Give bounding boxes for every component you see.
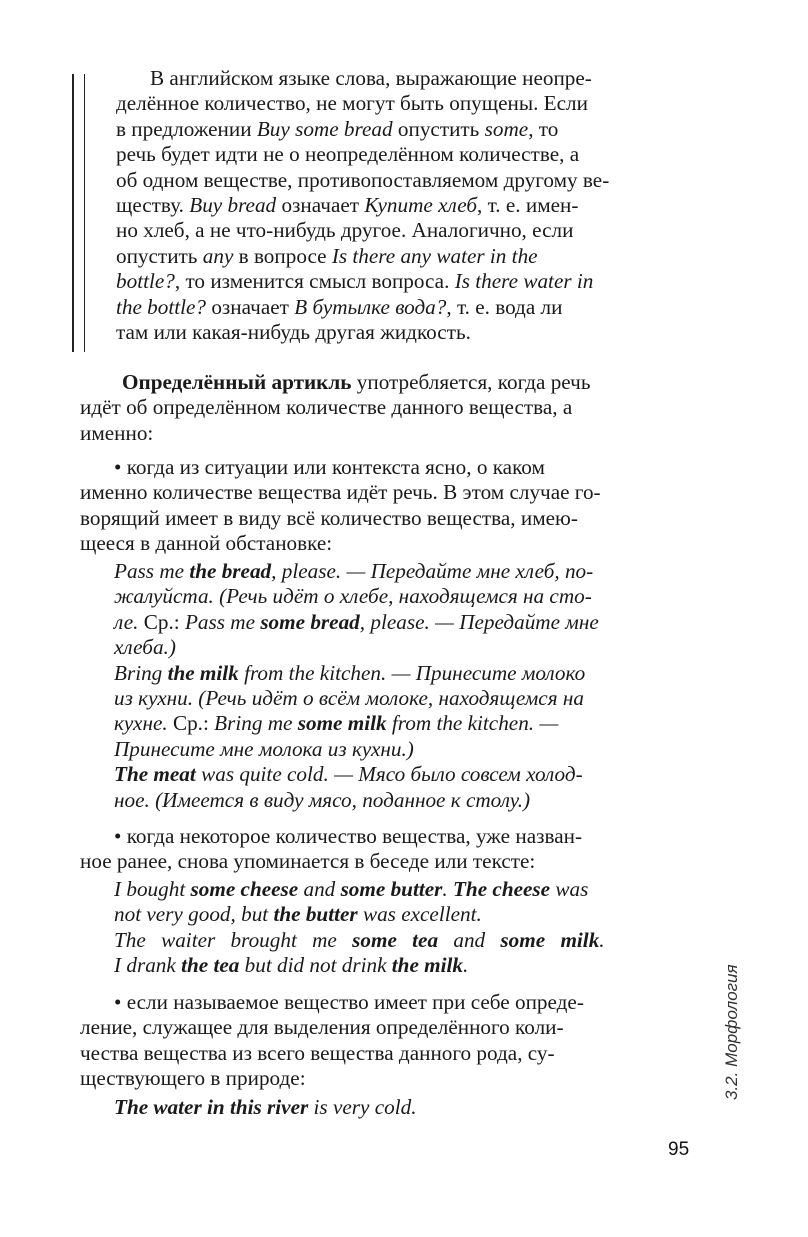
example-line: Bring the milk from the kitchen. — Принесите молоко [114, 660, 586, 685]
bullet-line: ществующего в природе: [80, 1066, 306, 1091]
example-line: The water in this river is very cold. [114, 1095, 417, 1119]
note-line: ществу. Buy bread означает Купите хлеб, т. е. имен- [116, 193, 579, 218]
bullet-defined-examples [114, 1095, 700, 1120]
note-line: в предложении Buy some bread опустить some, то [116, 116, 559, 141]
note-margin-bars [72, 74, 85, 352]
bullet-line: именно количестве вещества идёт речь. В этом случае го- [80, 480, 601, 505]
page-number: 95 [668, 1139, 690, 1160]
bullet-context [80, 455, 700, 557]
bullet-line: • если называемое вещество имеет при себе опреде- [114, 990, 584, 1014]
bullet-line: ление, служащее для выделения определённого коли- [80, 1015, 564, 1040]
note-line: там или какая-нибудь другая жидкость. [116, 320, 471, 345]
note-line: В английском языке слова, выражающие неопре- [150, 66, 592, 90]
bullet-line: ворящий имеет в виду всё количество вещества, имею- [80, 505, 578, 530]
note-line: речь будет идти не о неопределённом количестве, а [116, 142, 580, 167]
example-line: not very good, but the butter was excellent. [114, 902, 482, 927]
bullet-line: щееся в данной обстановке: [80, 531, 333, 556]
example-line: жалуйста. (Речь идёт о хлебе, находящемся на сто- [114, 584, 592, 609]
definition-line: идёт об определённом количестве данного вещества, а [80, 395, 573, 420]
note-line: но хлеб, а не что-нибудь другое. Аналогично, если [116, 218, 574, 243]
bullet-mentioned [80, 824, 700, 875]
example-line: The waiter brought me some tea and some milk. [114, 927, 605, 952]
example-line: хлеба.) [114, 635, 176, 660]
example-line: I bought some cheese and some butter. The cheese was [114, 877, 589, 901]
example-line: кухне. Ср.: Bring me some milk from the kitchen. — [114, 711, 559, 736]
bullet-line: ное ранее, снова упоминается в беседе или тексте: [80, 849, 536, 874]
note-line: делённое количество, не могут быть опущены. Если [116, 91, 588, 116]
note-line: об одном веществе, противопоставляемом другому ве- [116, 167, 610, 192]
definition-paragraph [80, 370, 700, 446]
bullet-line: • когда из ситуации или контекста ясно, о каком [114, 455, 545, 479]
bullet-defined [80, 990, 700, 1092]
note-line: the bottle? означает В бутылке вода?, т. е. вода ли [116, 294, 563, 319]
bullet-mentioned-examples [114, 877, 700, 979]
bullet-line: чества вещества из всего вещества данного рода, су- [80, 1040, 555, 1065]
definition-line: именно: [80, 420, 154, 445]
example-line: ное. (Имеется в виду мясо, поданное к столу.) [114, 787, 531, 812]
note-text [116, 66, 702, 345]
note-line: bottle?, то изменится смысл вопроса. Is there water in [116, 269, 594, 294]
example-line: I drank the tea but did not drink the milk. [114, 953, 469, 978]
example-line: The meat was quite cold. — Мясо было совсем холод- [114, 762, 583, 787]
defined-term: Определённый артикль [122, 370, 352, 394]
example-line: Принесите мне молока из кухни.) [114, 736, 414, 761]
section-side-label: 3.2. Морфология [722, 964, 741, 1100]
example-line: ле. Ср.: Pass me some bread, please. — Передайте мне [114, 609, 599, 634]
note-line: опустить any в вопросе Is there any water in the [116, 243, 538, 268]
bullet-line: • когда некоторое количество вещества, уже назван- [114, 824, 583, 848]
example-line: из кухни. (Речь идёт о всём молоке, находящемся на [114, 686, 584, 711]
example-line: Pass me the bread, please. — Передайте мне хлеб, по- [114, 559, 594, 583]
bullet-context-examples [114, 559, 700, 813]
definition-line: Определённый артикль употребляется, когда речь [122, 370, 591, 394]
